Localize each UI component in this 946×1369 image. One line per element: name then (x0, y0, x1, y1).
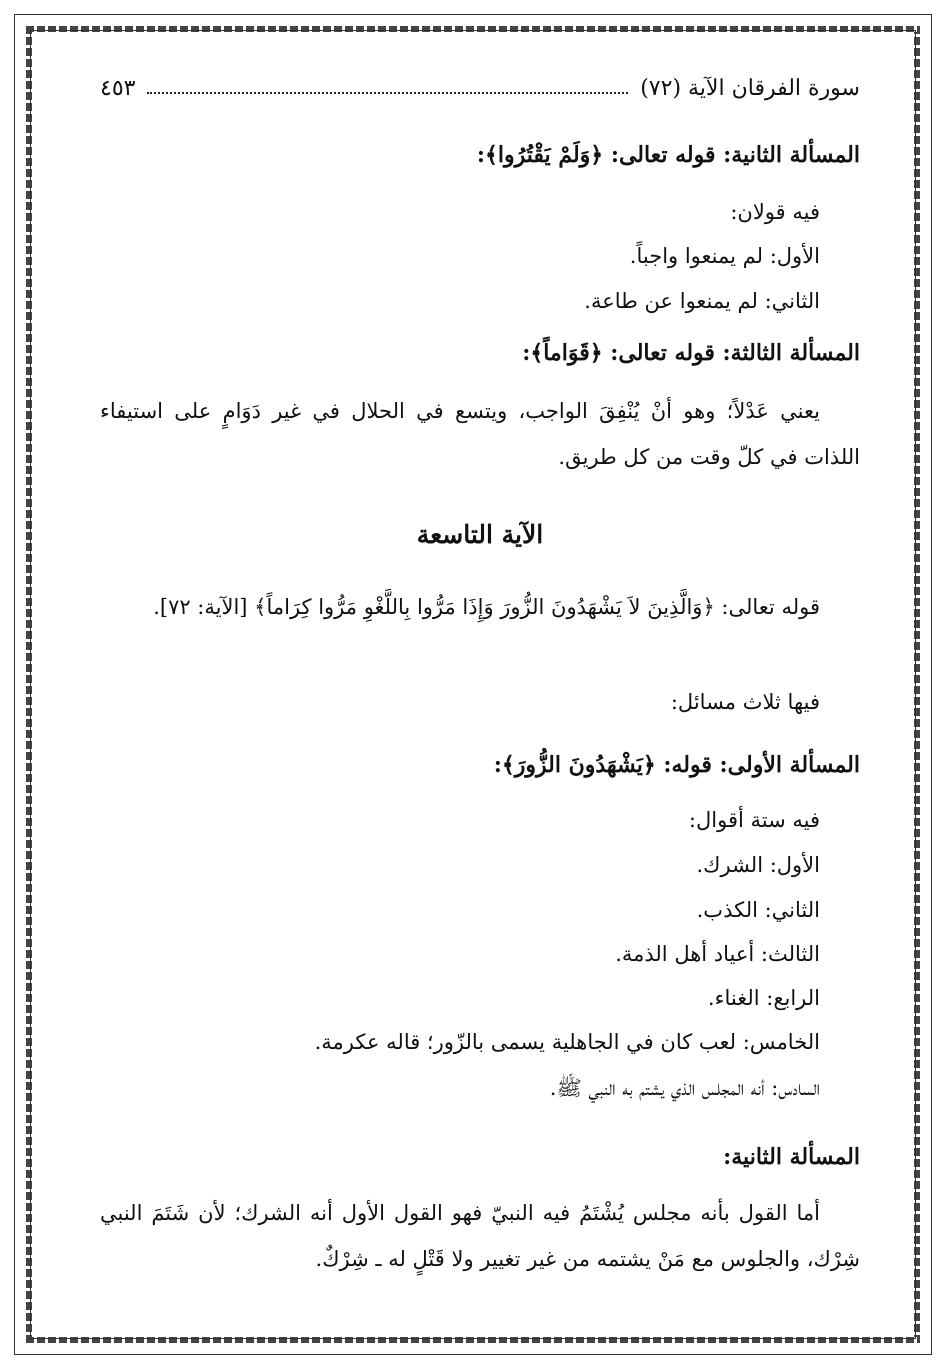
issue-2-line-1: فيه قولان: (730, 200, 820, 224)
issue-2b-heading: المسألة الثانية: (723, 1144, 860, 1170)
issue-1-line-2: الأول: الشرك. (696, 853, 820, 877)
three-issues-line: فيها ثلاث مسائل: (670, 690, 820, 714)
page-border-inner (30, 30, 916, 1339)
issue-1-line-6: الخامس: لعب كان في الجاهلية يسمى بالزّور؛ قاله عكرمة. (314, 1030, 820, 1054)
issue-2-heading: المسألة الثانية: قوله تعالى: ﴿وَلَمْ يَقْتُرُوا﴾: (476, 142, 860, 168)
issue-1-heading: المسألة الأولى: قوله: ﴿يَشْهَدُونَ الزُّورَ﴾: (493, 752, 860, 778)
issue-1-line-7: السادس: أنه المجلس الذي يشتم به النبي ﷺ. (549, 1076, 820, 1100)
issue-1-line-1: فيه ستة أقوال: (688, 808, 820, 832)
issue-1-line-5: الرابع: الغناء. (707, 986, 820, 1010)
issue-2-line-2: الأول: لم يمنعوا واجباً. (629, 244, 820, 268)
issue-2-line-3: الثاني: لم يمنعوا عن طاعة. (584, 289, 820, 313)
issue-2b-paragraph: أما القول بأنه مجلس يُشْتَمُ فيه النبيّ فهو القول الأول أنه الشرك؛ لأن شَتَمَ النبي شِرْك، والجلوس مع مَنْ يشتمه من غير تغيير ولا قَتْلٍ له ـ شِرْكٌ. (100, 1201, 860, 1271)
verse-paragraph: قوله تعالى: ﴿وَالَّذِينَ لاَ يَشْهَدُونَ الزُّورَ وَإِذَا مَرُّوا بِاللَّغْوِ مَرُّوا كِرَاماً﴾ [الآية: ٧٢]. (153, 595, 820, 619)
issue-3-heading: المسألة الثالثة: قوله تعالى: ﴿قَوَاماً﴾: (522, 340, 860, 366)
page-number: ٤٥٣ (100, 75, 136, 101)
header-leader-dots (147, 82, 628, 94)
section-title: الآية التاسعة (416, 520, 544, 549)
issue-1-line-3: الثاني: الكذب. (696, 898, 820, 922)
running-header (100, 70, 860, 106)
header-title: سورة الفرقان الآية (٧٢) (640, 75, 860, 101)
issue-3-paragraph: يعني عَدْلاً؛ وهو أنْ يُنْفِقَ الواجب، ويتسع في الحلال في غير دَوَامٍ على استيفاء اللذات في كلّ وقت من كل طريق. (100, 399, 860, 469)
page-content (100, 70, 860, 1271)
issue-1-line-4: الثالث: أعياد أهل الذمة. (615, 942, 820, 966)
